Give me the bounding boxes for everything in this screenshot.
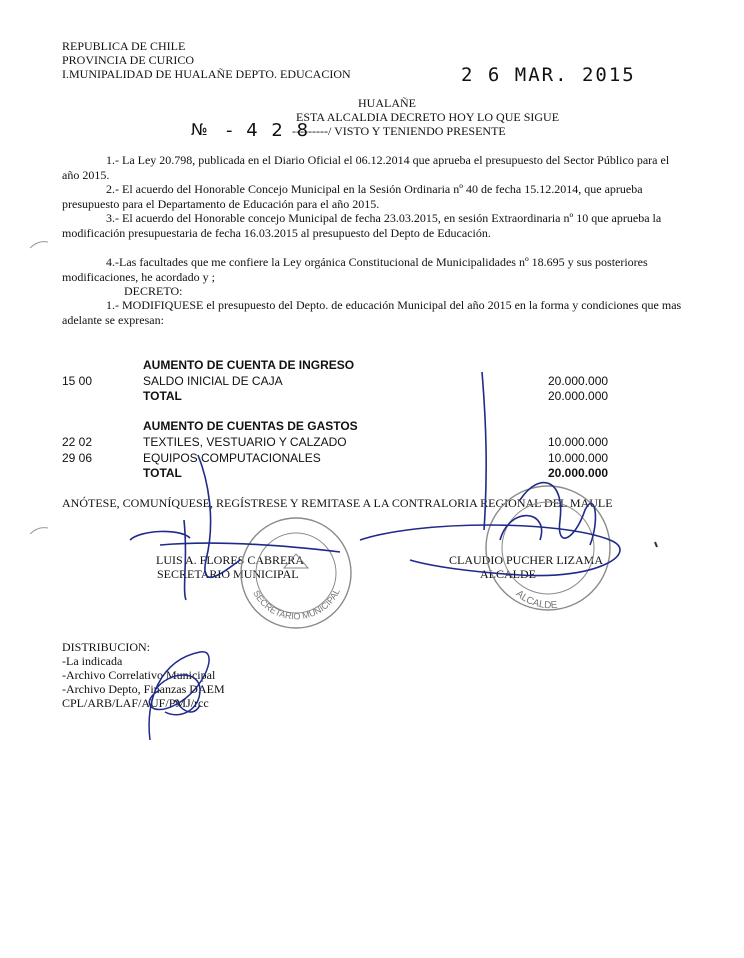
visto-1 [62, 153, 684, 182]
distribution-item: CPL/ARB/LAF/AUF/PMJ/rcc [62, 696, 209, 710]
distribution-item: -La indicada [62, 654, 123, 668]
income-total-label: TOTAL [143, 389, 182, 403]
expense-total-amount: 20.000.000 [548, 466, 609, 480]
decreto-label: DECRETO: [124, 284, 183, 298]
visto-4-text: 4.-Las facultades que me confiere la Ley orgánica Constitucional de Municipalidades nº 18.695 y sus posteriores modificaciones, he acordado y ; [62, 255, 648, 284]
expense-code-2: 29 06 [62, 451, 93, 465]
header-line-municipalidad: I.MUNIPALIDAD DE HUALAÑE DEPTO. EDUCACION [62, 67, 351, 81]
expense-desc-1: TEXTILES, VESTUARIO Y CALZADO [143, 435, 347, 449]
margin-mark [30, 242, 48, 248]
decreto-article-1 [62, 298, 684, 327]
income-desc: SALDO INICIAL DE CAJA [143, 374, 283, 388]
expense-total-label: TOTAL [143, 466, 182, 480]
right-signatory-name: CLAUDIO PUCHER LIZAMA [449, 553, 603, 567]
visto-4 [62, 255, 684, 284]
distribution-item: -Archivo Depto, Finanzas DAEM [62, 682, 225, 696]
pen-mark [655, 542, 657, 547]
visto-2-text: 2.- El acuerdo del Honorable Concejo Municipal en la Sesión Ordinaria nº 40 de fecha 15.12.2014, que aprueba presupuesto para el Departamento de Educación para el año 2015. [62, 182, 643, 211]
visto-2 [62, 182, 684, 211]
decree-number: - 4 2 8 [226, 120, 313, 141]
closing-statement: ANÓTESE, COMUNÍQUESE, REGÍSTRESE Y REMITASE A LA CONTRALORIA REGIONAL DEL MAULE [62, 496, 613, 510]
right-seal-text: ALCALDE [513, 588, 558, 612]
expense-heading: AUMENTO DE CUENTAS DE GASTOS [143, 419, 358, 433]
expense-amount-1: 10.000.000 [548, 435, 609, 449]
decreto-article-1-text: 1.- MODIFIQUESE el presupuesto del Depto. de educación Municipal del año 2015 en la forma y condiciones que mas adelante se expresan: [62, 298, 682, 327]
expense-desc-2: EQUIPOS COMPUTACIONALES [143, 451, 321, 465]
visto-1-text: 1.- La Ley 20.798, publicada en el Diario Oficial el 06.12.2014 que aprueba el presupuesto del Sector Público para el año 2015. [62, 153, 670, 182]
expense-code-1: 22 02 [62, 435, 93, 449]
city-name: HUALAÑE [358, 96, 416, 110]
left-seal-text: SECRETARIO MUNICIPAL [251, 587, 342, 622]
income-total-amount: 20.000.000 [548, 389, 609, 403]
decree-number-prefix: № [191, 120, 212, 139]
distribution-item: -Archivo Correlativo Municipal [62, 668, 216, 682]
visto-3 [62, 211, 684, 240]
date-stamp: 2 6 MAR. 2015 [461, 64, 636, 86]
income-amount: 20.000.000 [548, 374, 609, 388]
header-line-republica: REPUBLICA DE CHILE [62, 39, 186, 53]
margin-mark [30, 528, 48, 534]
decree-heading: ESTA ALCALDIA DECRETO HOY LO QUE SIGUE [296, 110, 560, 124]
expense-amount-2: 10.000.000 [548, 451, 609, 465]
left-signatory-title: SECRETARIO MUNICIPAL [157, 567, 299, 581]
income-heading: AUMENTO DE CUENTA DE INGRESO [143, 358, 355, 372]
visto-line: ---------/ VISTO Y TENIENDO PRESENTE [292, 124, 506, 138]
distribution-heading: DISTRIBUCION: [62, 640, 151, 654]
visto-3-text: 3.- El acuerdo del Honorable concejo Municipal de fecha 23.03.2015, en sesión Extraordinaria nº 10 que aprueba la modificación presupuestaria de fecha 16.03.2015 al presupuesto del Depto de Educación. [62, 211, 662, 240]
left-signatory-name: LUIS A. FLORES CABRERA [156, 553, 305, 567]
header-line-provincia: PROVINCIA DE CURICO [62, 53, 195, 67]
income-code: 15 00 [62, 374, 93, 388]
right-signatory-title: ALCALDE [480, 567, 536, 581]
